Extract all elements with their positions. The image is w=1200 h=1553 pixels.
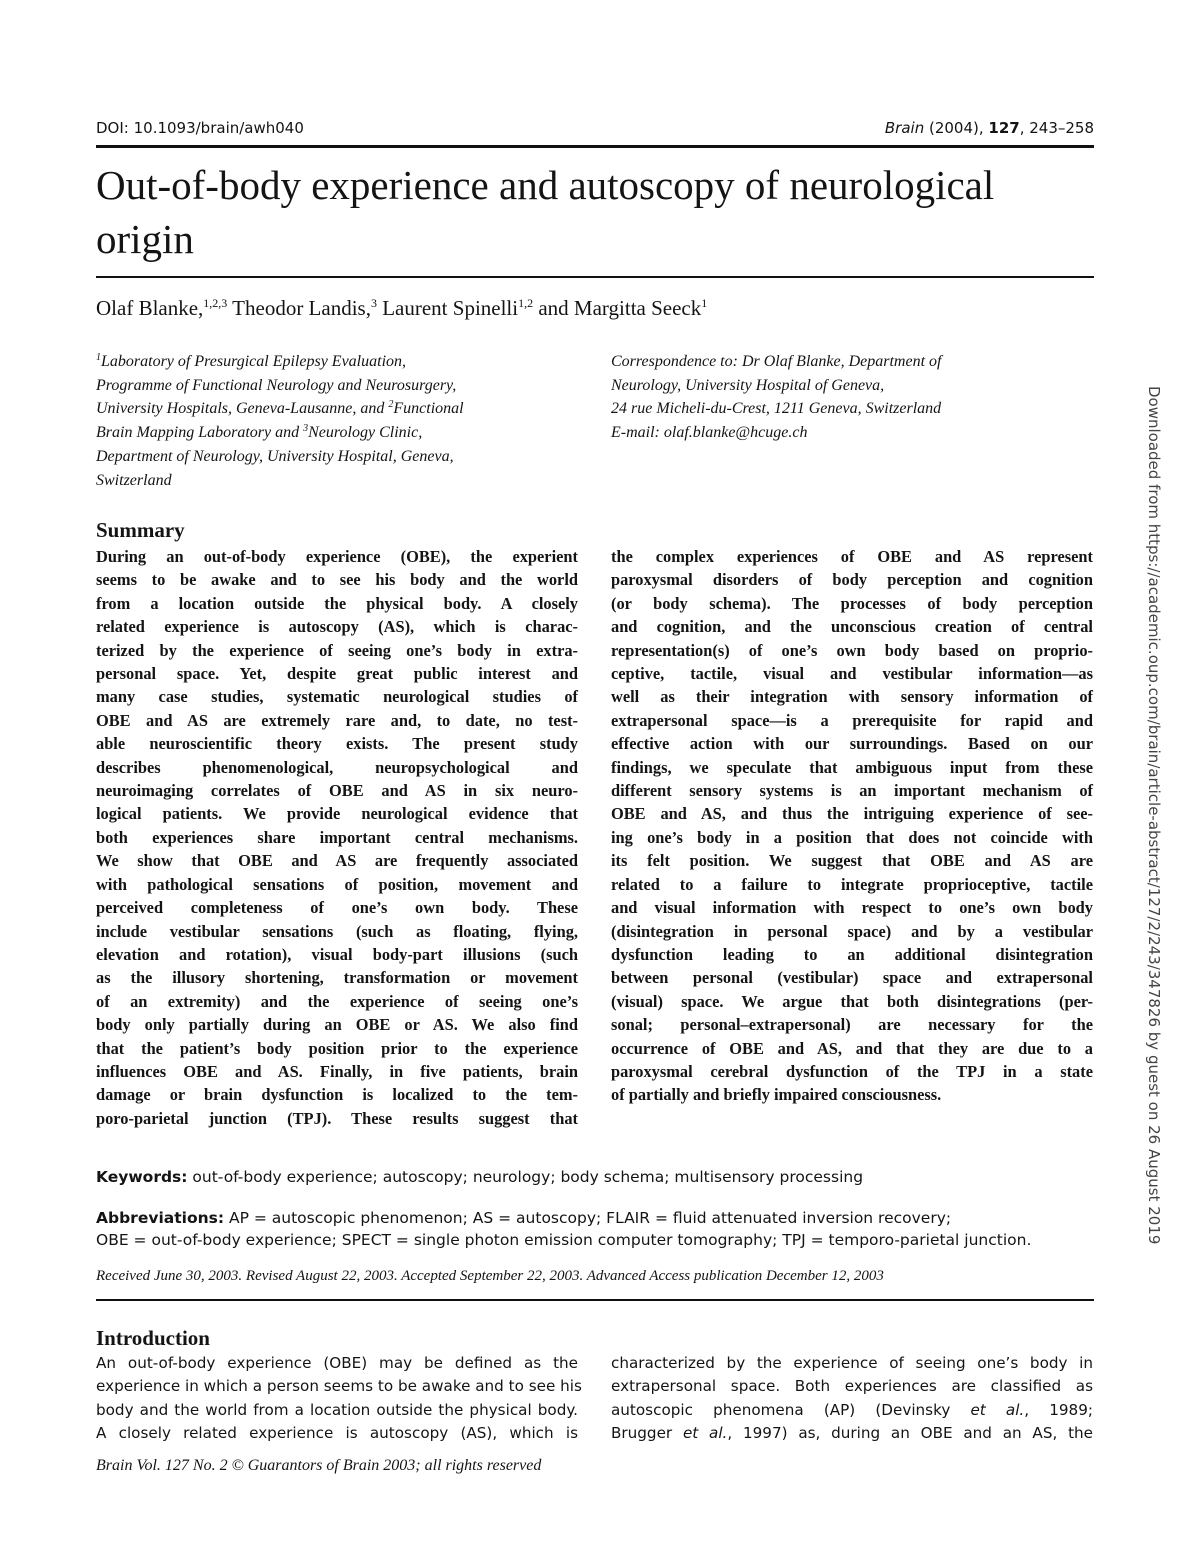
- text-segment: , 1997) as, during an OBE and an AS, the: [727, 1424, 1093, 1443]
- summary-left-column: [96, 545, 578, 1130]
- text-line: paroxysmal disorders of body perception and cognition: [611, 570, 1093, 590]
- text-line: able neuroscientific theory exists. The present study: [96, 734, 578, 754]
- affiliation-text: Neurology Clinic,: [308, 424, 423, 442]
- text-line: effective action with our surroundings. Based on our: [611, 734, 1093, 754]
- author-name: Laurent Spinelli: [376, 296, 519, 320]
- citation-volume: 127: [988, 119, 1020, 137]
- text-line: occurrence of OBE and AS, and that they are due to a: [611, 1038, 1093, 1058]
- citation-year: (2004),: [924, 119, 989, 137]
- text-line: include vestibular sensations (such as floating, flying,: [96, 921, 578, 941]
- abbreviations-line: OBE = out-of-body experience; SPECT = single photon emission computer tomography; TPJ = temporo-parietal junction.: [96, 1231, 1032, 1249]
- text-line: sonal; personal–extrapersonal) are necessary for the: [611, 1015, 1093, 1035]
- journal-name: Brain: [884, 119, 925, 137]
- affiliation-line: [96, 397, 464, 421]
- text-line: that the patient’s body position prior to the experience: [96, 1038, 578, 1058]
- text-segment: Brugger: [611, 1424, 683, 1443]
- text-line: with pathological sensations of position, movement and: [96, 874, 578, 894]
- text-line: many case studies, systematic neurological studies of: [96, 687, 578, 707]
- article-dates: Received June 30, 2003. Revised August 22, 2003. Accepted September 22, 2003. Advanced Access publication December 12, 2003: [96, 1268, 884, 1284]
- page-footer: Brain Vol. 127 No. 2 © Guarantors of Brain 2003; all rights reserved: [96, 1457, 542, 1474]
- text-line: logical patients. We provide neurological evidence that: [96, 804, 578, 824]
- text-line: body and the world from a location outside the physical body.: [96, 1400, 578, 1419]
- text-line: terized by the experience of seeing one’s body in extra-: [96, 640, 578, 660]
- text-line: paroxysmal cerebral dysfunction of the TPJ in a state: [611, 1061, 1093, 1081]
- et-al: et al.: [970, 1400, 1025, 1419]
- affiliation-marker: 2: [388, 399, 394, 411]
- author-name: and Margitta Seeck: [533, 296, 702, 320]
- text-line: neuroimaging correlates of OBE and AS in six neuro-: [96, 781, 578, 801]
- text-line: extrapersonal space. Both experiences are classified as: [611, 1377, 1093, 1396]
- introduction-left-column: [96, 1352, 582, 1446]
- affiliation-line: [96, 350, 464, 374]
- text-line: influences OBE and AS. Finally, in five patients, brain: [96, 1061, 578, 1081]
- keywords: [96, 1166, 1096, 1188]
- abbreviations-line: [96, 1207, 1096, 1229]
- text-line: elevation and rotation), visual body-part illusions (such: [96, 944, 578, 964]
- text-line: ing one’s body in a position that does not coincide with: [611, 827, 1093, 847]
- correspondence-email[interactable]: E-mail: olaf.blanke@hcuge.ch: [611, 424, 808, 442]
- text-line: different sensory systems is an important mechanism of: [611, 781, 1093, 801]
- author-list: [96, 296, 707, 321]
- abbreviations-text: AP = autoscopic phenomenon; AS = autoscopy; FLAIR = fluid attenuated inversion recovery;: [224, 1209, 952, 1227]
- text-line: personal space. Yet, despite great public interest and: [96, 664, 578, 684]
- text-line: (visual) space. We argue that both disintegrations (per-: [611, 991, 1093, 1011]
- affiliation-text: University Hospitals, Geneva-Lausanne, and: [96, 400, 389, 418]
- author-affiliation-marker: 1,2,3: [203, 296, 228, 310]
- dates-rule: [96, 1299, 1094, 1301]
- keywords-text: out-of-body experience; autoscopy; neurology; body schema; multisensory processing: [187, 1168, 864, 1186]
- text-line: experience in which a person seems to be awake and to see his: [96, 1377, 582, 1396]
- author-name: Olaf Blanke,: [96, 296, 204, 320]
- download-watermark: Downloaded from https://academic.oup.com/brain/article-abstract/127/2/243/347826 by guest on 26 August 2019: [1145, 386, 1163, 1245]
- text-line: damage or brain dysfunction is localized to the tem-: [96, 1085, 578, 1105]
- text-line: body only partially during an OBE or AS. We also find: [96, 1015, 578, 1035]
- correspondence: [611, 350, 941, 445]
- author-affiliation-marker: 3: [370, 296, 377, 310]
- text-line: An out-of-body experience (OBE) may be defined as the: [96, 1354, 578, 1372]
- text-line: OBE and AS, and thus the intriguing experience of see-: [611, 804, 1093, 824]
- affiliations: [96, 350, 464, 492]
- text-line: and visual information with respect to one’s own body: [611, 898, 1093, 918]
- text-line: as the illusory shortening, transformation or movement: [96, 968, 578, 988]
- text-line: its felt position. We suggest that OBE and AS are: [611, 851, 1093, 871]
- text-line: between personal (vestibular) space and extrapersonal: [611, 968, 1093, 988]
- affiliation-text: Brain Mapping Laboratory and: [96, 424, 304, 442]
- text-line: findings, we speculate that ambiguous input from these: [611, 757, 1093, 777]
- text-line: [611, 1399, 1093, 1422]
- text-line: of an extremity) and the experience of seeing one’s: [96, 991, 578, 1011]
- et-al: et al.: [682, 1424, 728, 1443]
- text-line: During an out-of-body experience (OBE), the experient: [96, 547, 578, 566]
- text-line: extrapersonal space—is a prerequisite for rapid and: [611, 710, 1093, 730]
- introduction-right-column: [611, 1352, 1093, 1446]
- affiliation-line: Department of Neurology, University Hospital, Geneva,: [96, 447, 454, 465]
- text-segment: , 1989;: [1024, 1400, 1093, 1419]
- header-rule: [96, 145, 1094, 148]
- affiliation-marker: 1: [96, 352, 101, 363]
- journal-citation: [885, 119, 1094, 137]
- text-line: related experience is autoscopy (AS), which is charac-: [96, 617, 578, 637]
- text-line: OBE and AS are extremely rare and, to date, no test-: [96, 710, 578, 730]
- text-line: ceptive, tactile, visual and vestibular information—as: [611, 664, 1093, 684]
- text-line: (or body schema). The processes of body perception: [611, 593, 1093, 613]
- affiliation-line: Programme of Functional Neurology and Neurosurgery,: [96, 376, 457, 394]
- text-line: the complex experiences of OBE and AS represent: [611, 547, 1093, 566]
- affiliation-line: [96, 421, 464, 445]
- citation-pages: , 243–258: [1019, 119, 1094, 137]
- text-line: characterized by the experience of seeing one’s body in: [611, 1354, 1093, 1372]
- text-line: seems to be awake and to see his body and the world: [96, 570, 578, 590]
- article-title: Out-of-body experience and autoscopy of neurological origin: [96, 162, 995, 262]
- correspondence-line: 24 rue Micheli-du-Crest, 1211 Geneva, Switzerland: [611, 400, 942, 418]
- text-line: well as their integration with sensory information of: [611, 687, 1093, 707]
- text-line: related to a failure to integrate proprioceptive, tactile: [611, 874, 1093, 894]
- text-line: of partially and briefly impaired consciousness.: [611, 1085, 942, 1105]
- text-line: [611, 1422, 1093, 1445]
- author-affiliation-marker: 1,2: [518, 296, 534, 310]
- author-name: Theodor Landis,: [227, 296, 371, 320]
- text-line: We show that OBE and AS are frequently associated: [96, 851, 578, 871]
- abbreviations: [96, 1207, 1096, 1251]
- text-line: both experiences share important central mechanisms.: [96, 827, 578, 847]
- doi: DOI: 10.1093/brain/awh040: [96, 119, 304, 137]
- correspondence-line: Neurology, University Hospital of Geneva,: [611, 376, 885, 394]
- title-rule: [96, 276, 1094, 278]
- text-line: dysfunction leading to an additional disintegration: [611, 944, 1093, 964]
- affiliation-text: Functional: [393, 400, 464, 418]
- introduction-heading: Introduction: [96, 1326, 210, 1350]
- keywords-label: Keywords:: [96, 1168, 188, 1186]
- summary-heading: Summary: [96, 518, 185, 542]
- correspondence-line: Correspondence to: Dr Olaf Blanke, Department of: [611, 353, 942, 370]
- text-line: poro-parietal junction (TPJ). These results suggest that: [96, 1108, 578, 1128]
- affiliation-marker: 3: [303, 423, 309, 435]
- abbreviations-label: Abbreviations:: [96, 1209, 225, 1227]
- text-line: and cognition, and the unconscious creation of central: [611, 617, 1093, 637]
- text-line: perceived completeness of one’s own body. These: [96, 898, 578, 918]
- author-affiliation-marker: 1: [701, 296, 708, 310]
- text-line: A closely related experience is autoscopy (AS), which is: [96, 1424, 578, 1443]
- text-line: representation(s) of one’s own body based on proprio-: [611, 640, 1093, 660]
- text-line: (disintegration in personal space) and by a vestibular: [611, 921, 1093, 941]
- text-line: from a location outside the physical body. A closely: [96, 593, 578, 613]
- summary-right-column: [611, 545, 1093, 1107]
- text-segment: autoscopic phenomena (AP) (Devinsky: [611, 1400, 971, 1419]
- affiliation-text: Laboratory of Presurgical Epilepsy Evaluation,: [101, 353, 407, 370]
- text-line: describes phenomenological, neuropsychological and: [96, 757, 578, 777]
- affiliation-line: Switzerland: [96, 471, 172, 489]
